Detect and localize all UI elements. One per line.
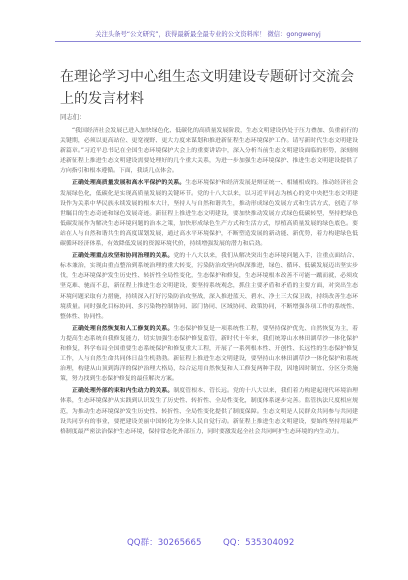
paragraph-external-internal xyxy=(60,386,358,436)
qq-group-number: QQ群：30265665 xyxy=(127,538,202,548)
paragraph-text: “我国经济社会发展已进入加快绿色化、低碳化的高质量发展阶段，生态文明建设仍处于压力叠加、负重前行的关键期，必须以更高站位、更宽视野、更大力度来谋划和推进新征程生态环境保护工作。请写新时代生态文明建设新篇章。”习近平总书记在全国生态环境保护大会上的重要讲话中，深入分析当前生态文明建设面临的形势，深刻阐述新征程上推进生态文明建设需要处理好的几个重大关系，为进一步加强生态环境保护、推进生态文明建设提供了方向指引和根本遵循。下面，我谈几点体会。 xyxy=(60,128,358,175)
document-body xyxy=(60,126,358,439)
paragraph-intro xyxy=(60,126,358,176)
paragraph-text: 生态保护修复是一项系统性工程，要坚持保护优先、自然恢复为主，着力提高生态系统自我修复能力，切实加强生态保护修复监管，新时代十年来，我们统筹山水林田湖草沙一体化保护和修复，科学布局全国重要生态系统保护和修复重大工程，开展了一系列根本性、开创性、长远性的生态保护修复工作，人与自然生命共同体日益生机勃勃。新征程上推进生态文明建设，要坚持山水林田湖草沙一体化保护和系统治理，构建从山顶到海洋的保护治理大格局，综合运用自然恢复和人工修复两种手段，因地因时制宜、分区分类施策，努力找到生态保护修复的最佳解决方案。 xyxy=(60,325,359,383)
paragraph-text: 党的十八大以来，我们从解决突出生态环境问题入手，注重点面结合、标本兼治，实现由重点整治到系统治理的重大转变，污染防治攻坚向纵深推进，绿色、循环、低碳发展迈出坚实步伐，生态环境保护发生历史性、转折性全局性变化，生态保护和修复，生态环境根本改善不可能一蹴而就，必须攻坚克难、驰而不息，新征程上推进生态文明建设，要坚持系统观念，抓住主要矛盾和矛盾的主要方面，对突出生态环境问题采取有力措施，持续深入打好污染防治攻坚战，深入推进蓝天、碧水、净土三大保卫战，持续改善生态环境质量。同时强化目标协同、多污染物控制协同、部门协同、区域协同、政策协同，不断增强各项工作的系统性、整体性、协同性。 xyxy=(60,253,359,320)
promo-banner: 关注头条号“公文研究”，获得最新最全最专业的公文资料库！ 微信：gongwenyj xyxy=(95,31,321,38)
paragraph-text: 生态环境保护和经济发展是辩证统一、相辅相成的。推动经济社会发展绿色化，低碳化是实现高质量发展的关键环节。党的十八大以来，以习近平同志为核心的党中央把生态文明建设作为关系中华民族永续发展的根本大计，坚持人与自然和谐共生，推动形成绿色发展方式和生活方式，创造了举世瞩目的生态奇迹和绿色发展奇迹。新征程上推进生态文明建设，要加快推动发展方式绿色低碳转型，坚持把绿色低碳发展作为解决生态环境问题的治本之策，加快形成绿色生产方式和生活方式，厚植高质量发展的绿色底色。要站在人与自然和谐共生的高度谋划发展，通过高水平环境保护，不断塑造发展的新动能、新优势，着力构建绿色低碳循环经济体系，有效降低发展的资源环境代价，持续增强发展的潜力和后劲。 xyxy=(60,180,359,248)
document-title: 在理论学习中心组生态文明建设专题研讨交流会上的发言材料 xyxy=(60,69,354,107)
qq-number: QQ：535304092 xyxy=(223,538,295,548)
salutation: 同志们： xyxy=(60,113,86,121)
paragraph-heading: 正确处理重点攻坚和协同治理的关系。 xyxy=(72,253,174,260)
contact-footer xyxy=(0,536,408,552)
paragraph-development-protection xyxy=(60,178,358,249)
paragraph-heading: 正确处理外部约束和内生动力的关系。 xyxy=(72,388,174,395)
banner-divider xyxy=(55,41,361,42)
paragraph-heading: 正确处理自然恢复和人工修复的关系。 xyxy=(72,325,174,332)
paragraph-heading: 正确处理高质量发展和高水平保护的关系。 xyxy=(72,180,186,187)
paragraph-key-tasks-coordination xyxy=(60,251,358,322)
paragraph-natural-restoration xyxy=(60,324,358,385)
paragraph-text: 制度管根本、管长远。党的十八大以来，我们着力构建起现代环境治理体系，生态环境保护从实践到认识发生了历史性、转折性、全局性变化，制度体系逐步完善。监管执法尺度相应规范，为推动生态环境保护发生历史性、转折性、全局性变化提供了制度保障。生态文明是人民群众共同参与共同建设共同享有的事业，要把建设美丽中国转化为全体人民自觉行动。新征程上推进生态文明建设，要始终坚持用最严格制度最严密法治保护生态环境，保持常态化外部压力，同时要激发起全社会共同呵护生态环境的内生动力。 xyxy=(60,388,359,435)
